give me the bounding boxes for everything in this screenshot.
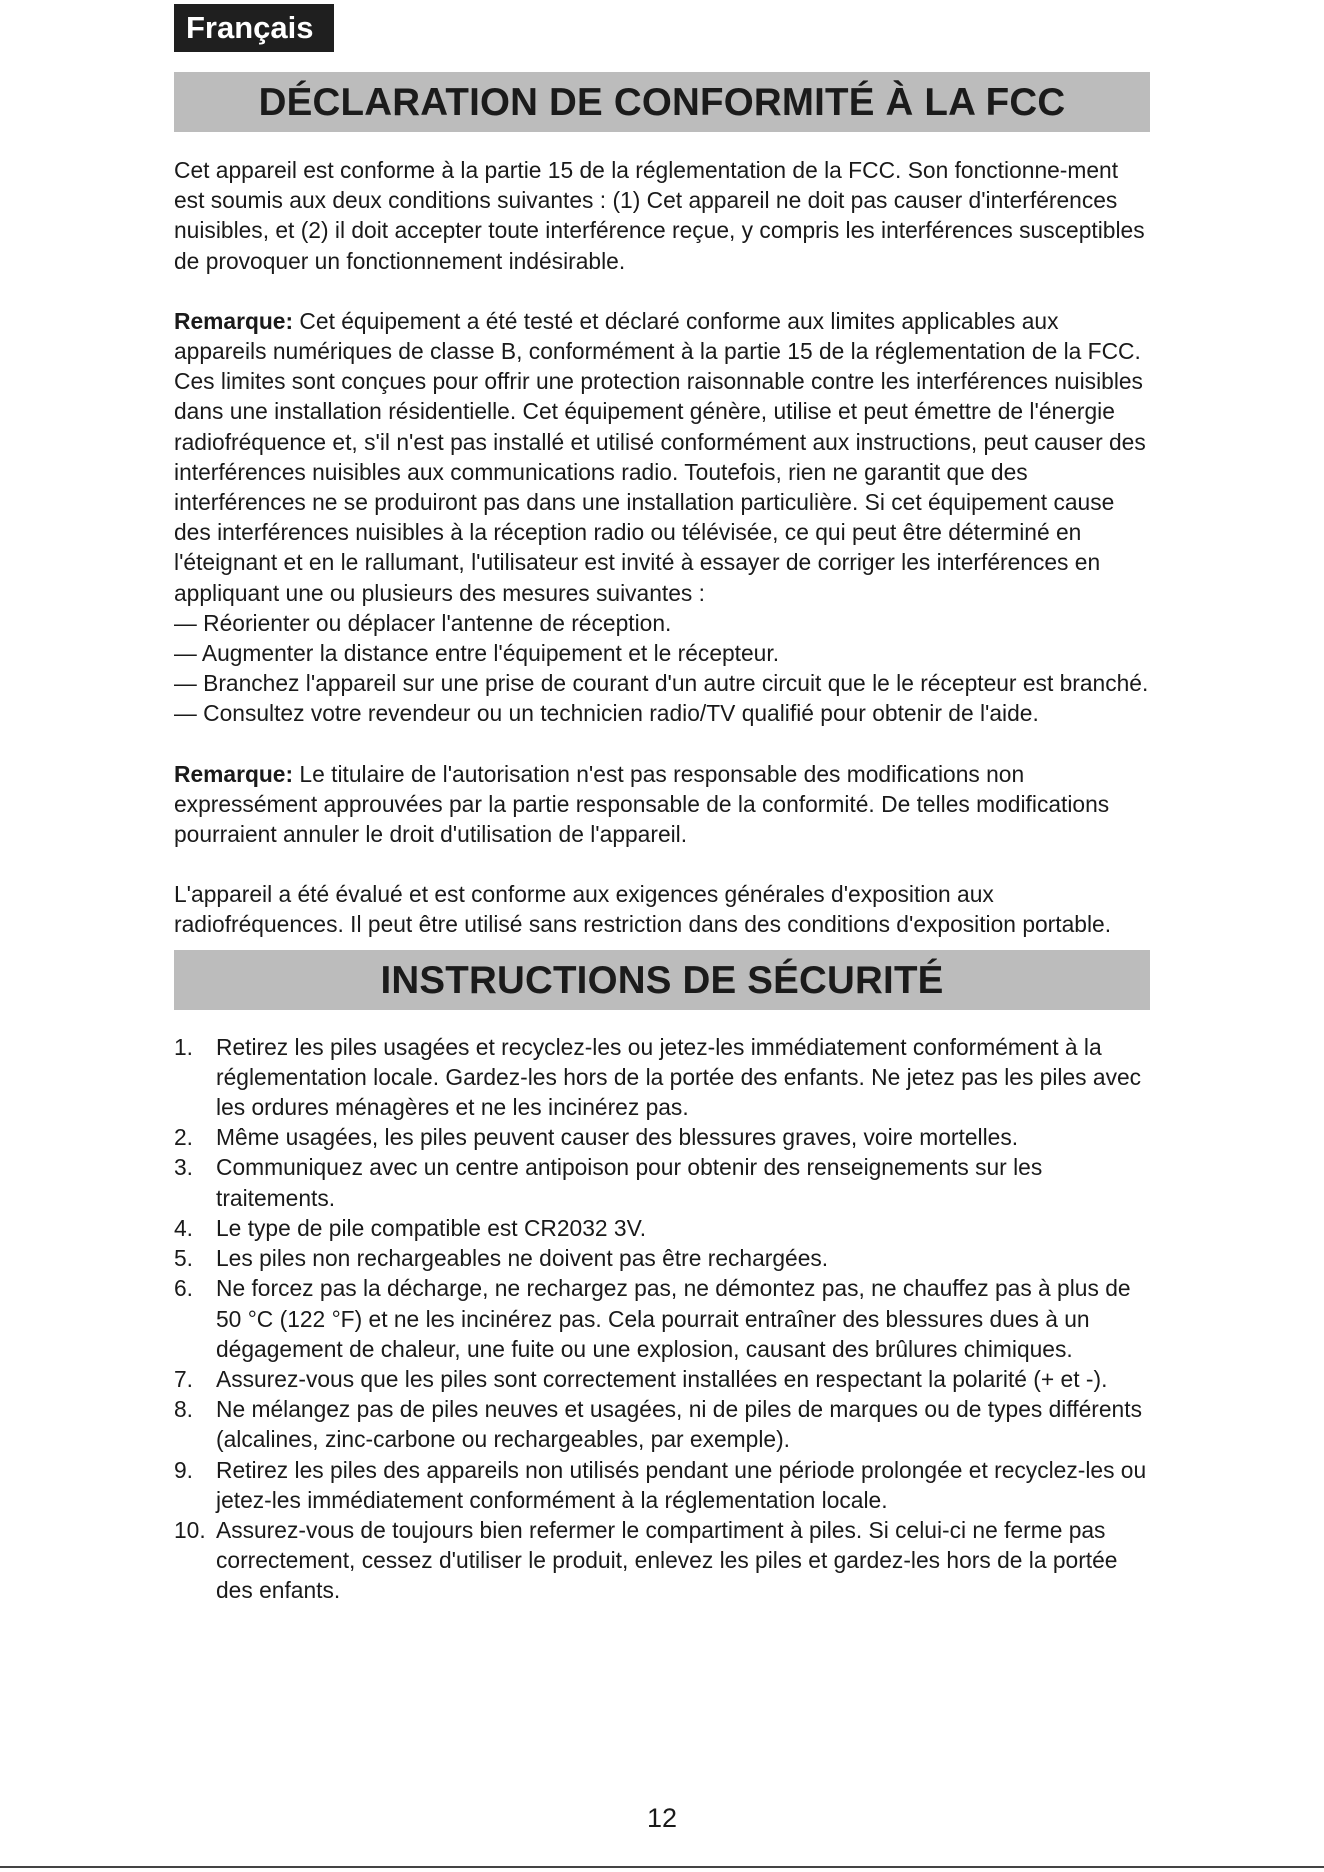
measure-item: — Réorienter ou déplacer l'antenne de réception.	[174, 609, 672, 636]
page-number: 12	[646, 1803, 678, 1833]
measure-item: — Consultez votre revendeur ou un technicien radio/TV qualifié pour obtenir de l'aide.	[174, 700, 1039, 727]
safety-item-number: 4.	[174, 1214, 194, 1241]
safety-item	[174, 1394, 1150, 1454]
safety-item-number: 5.	[174, 1245, 194, 1272]
safety-list	[174, 1032, 1150, 1606]
safety-item-text: Les piles non rechargeables ne doivent pas être rechargées.	[216, 1245, 829, 1272]
safety-item	[174, 1243, 1150, 1273]
manual-page	[174, 4, 1150, 1606]
measure-item: — Augmenter la distance entre l'équipement et le récepteur.	[174, 640, 780, 667]
safety-item-number: 7.	[174, 1365, 194, 1392]
safety-section-title: INSTRUCTIONS DE SÉCURITÉ	[174, 950, 1150, 1010]
safety-item-number: 6.	[174, 1275, 194, 1302]
safety-item-text: Assurez-vous que les piles sont correctement installées en respectant la polarité (+ et -).	[216, 1365, 1108, 1392]
fcc-note2-paragraph	[174, 759, 1150, 850]
fcc-intro-paragraph: Cet appareil est conforme à la partie 15 de la réglementation de la FCC. Son fonctionne-ment est soumis aux deux conditions suivantes : (1) Cet appareil ne doit pas causer d'interférences nuisibles, et (2) il doit accepter toute interférence reçue, y compris les interférences susceptibles de provoquer un fonctionnement indésirable.	[174, 157, 1145, 274]
safety-item	[174, 1455, 1150, 1515]
language-tab: Français	[174, 4, 334, 52]
safety-item-number: 2.	[174, 1124, 194, 1151]
safety-item	[174, 1032, 1150, 1123]
safety-item-number: 8.	[174, 1396, 194, 1423]
page-bottom-divider	[0, 1866, 1324, 1868]
safety-item-text: Retirez les piles usagées et recyclez-les ou jetez-les immédiatement conformément à la réglementation locale. Gardez-les hors de la portée des enfants. Ne jetez pas les piles avec les ordures ménagères et ne les incinérez pas.	[216, 1033, 1142, 1121]
measure-item: — Branchez l'appareil sur une prise de courant d'un autre circuit que le le récepteur est branché.	[174, 670, 1149, 697]
safety-item-number: 10.	[174, 1516, 206, 1543]
safety-item-text: Retirez les piles des appareils non utilisés pendant une période prolongée et recyclez-les ou jetez-les immédiatement conformément à la réglementation locale.	[216, 1456, 1147, 1513]
safety-item	[174, 1364, 1150, 1394]
note2-label: Remarque:	[174, 760, 294, 787]
safety-item	[174, 1152, 1150, 1212]
fcc-note1-block	[174, 306, 1150, 729]
safety-item	[174, 1122, 1150, 1152]
note1-label: Remarque:	[174, 307, 294, 334]
fcc-section-title: DÉCLARATION DE CONFORMITÉ À LA FCC	[174, 72, 1150, 132]
rf-exposure-paragraph: L'appareil a été évalué et est conforme aux exigences générales d'exposition aux radiofréquences. Il peut être utilisé sans restriction dans des conditions d'exposition portable.	[174, 881, 1112, 938]
safety-item-text: Le type de pile compatible est CR2032 3V.	[216, 1214, 647, 1241]
safety-item	[174, 1273, 1150, 1364]
safety-item-text: Assurez-vous de toujours bien refermer le compartiment à piles. Si celui-ci ne ferme pas correctement, cessez d'utiliser le produit, enlevez les piles et gardez-les hors de la portée des enfants.	[216, 1516, 1118, 1604]
safety-item-text: Même usagées, les piles peuvent causer des blessures graves, voire mortelles.	[216, 1124, 1019, 1151]
safety-item	[174, 1515, 1150, 1606]
safety-item-number: 1.	[174, 1033, 194, 1060]
note1-text: Cet équipement a été testé et déclaré conforme aux limites applicables aux appareils numériques de classe B, conformément à la partie 15 de la réglementation de la FCC. Ces limites sont conçues pour offrir une protection raisonnable contre les interférences nuisibles dans une installation résidentielle. Cet équipement génère, utilise et peut émettre de l'énergie radiofréquence et, s'il n'est pas installé et utilisé conformément aux instructions, peut causer des interférences nuisibles aux communications radio. Toutefois, rien ne garantit que des interférences ne se produiront pas dans une installation particulière. Si cet équipement cause des interférences nuisibles à la réception radio ou télévisée, ce qui peut être déterminé en l'éteignant et en le rallumant, l'utilisateur est invité à essayer de corriger les interférences en appliquant une ou plusieurs des mesures suivantes :	[174, 307, 1146, 606]
safety-item	[174, 1213, 1150, 1243]
safety-item-number: 9.	[174, 1456, 194, 1483]
safety-item-text: Communiquez avec un centre antipoison pour obtenir des renseignements sur les traitements.	[216, 1154, 1043, 1211]
safety-item-text: Ne mélangez pas de piles neuves et usagées, ni de piles de marques ou de types différents (alcalines, zinc-carbone ou rechargeables, par exemple).	[216, 1396, 1142, 1453]
note2-text: Le titulaire de l'autorisation n'est pas responsable des modifications non expressément approuvées par la partie responsable de la conformité. De telles modifications pourraient annuler le droit d'utilisation de l'appareil.	[174, 760, 1110, 848]
safety-item-number: 3.	[174, 1154, 194, 1181]
fcc-note1-paragraph	[174, 306, 1150, 608]
safety-item-text: Ne forcez pas la décharge, ne rechargez pas, ne démontez pas, ne chauffez pas à plus de 50 °C (122 °F) et ne les incinérez pas. Cela pourrait entraîner des blessures dues à un dégagement de chaleur, une fuite ou une explosion, causant des brûlures chimiques.	[216, 1275, 1131, 1362]
